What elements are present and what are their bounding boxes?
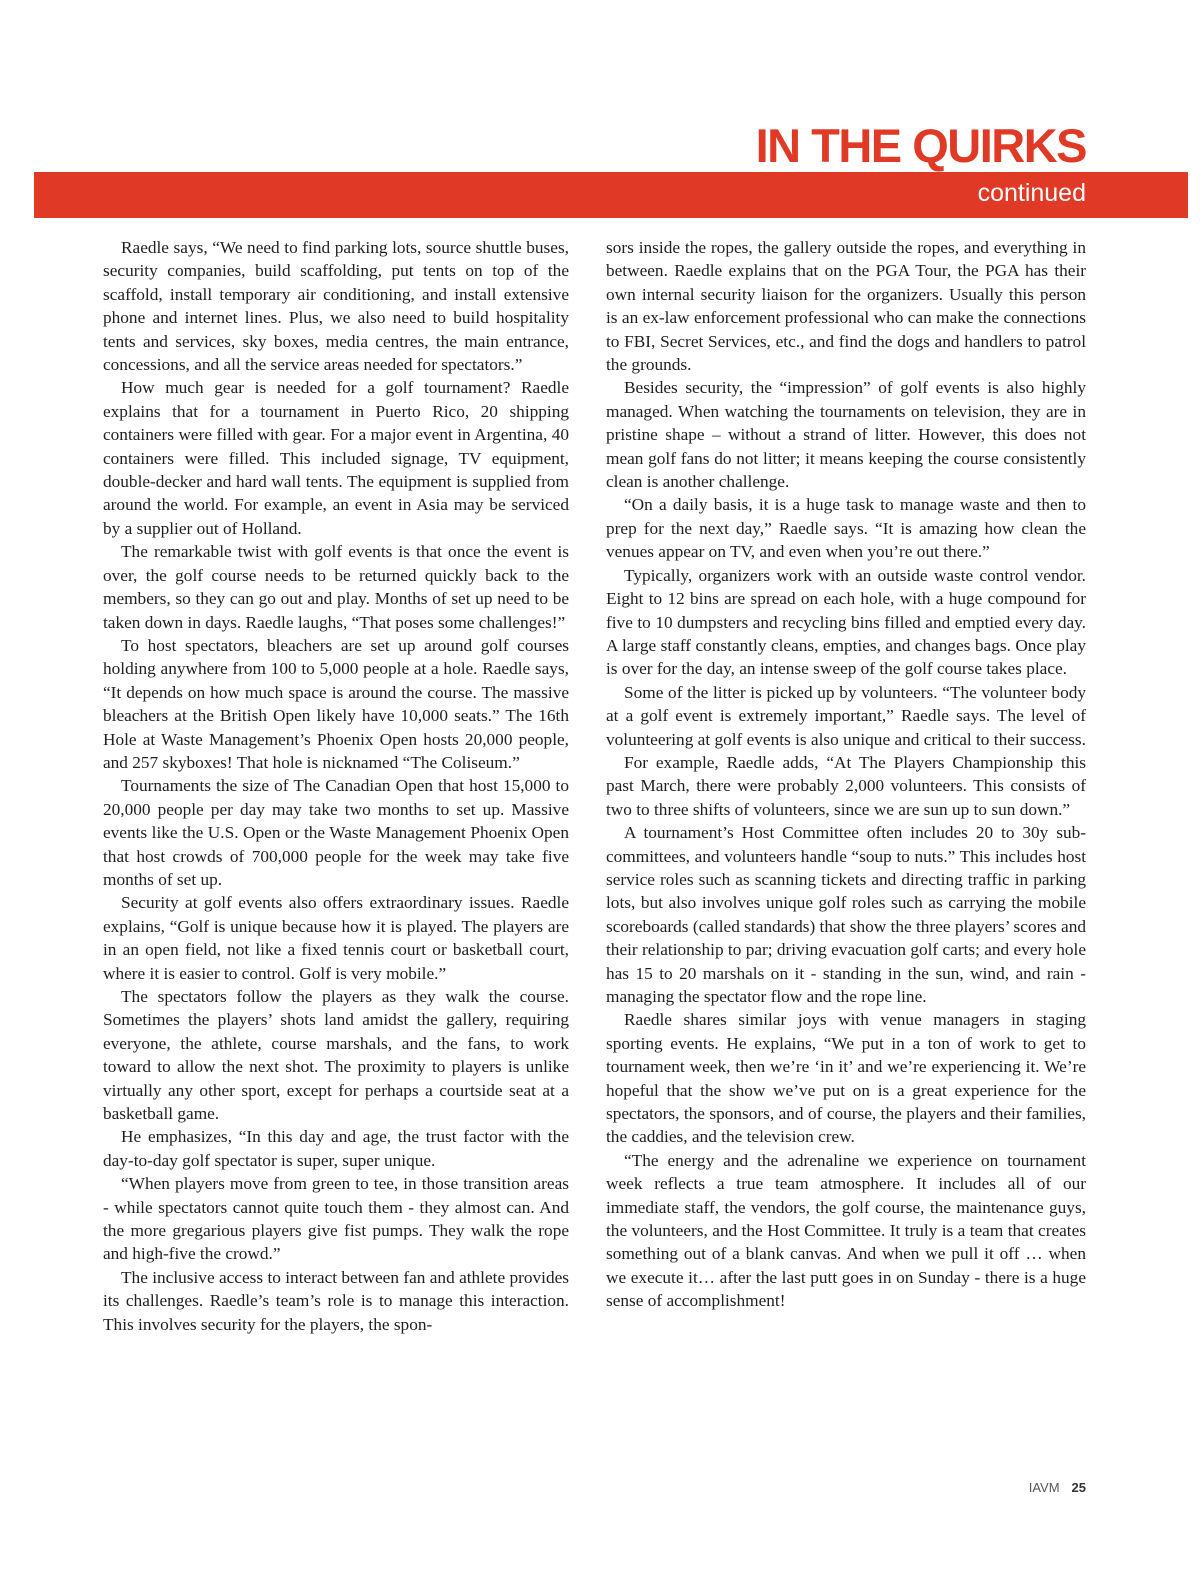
paragraph: The spectators follow the players as they walk the course. Sometimes the players’ shots land amidst the gallery, requiring everyone, the athlete, course marshals, and the fans, to work toward to allow the next shot. The proximity to players is unlike virtually any other sport, except for perhaps a courtside seat at a basketball game. <box>103 987 569 1124</box>
paragraph: Tournaments the size of The Canadian Open that host 15,000 to 20,000 people per day may take two months to set up. Massive events like the U.S. Open or the Waste Management Phoenix Open that host crowds of 700,000 people for the week may take five months of set up. <box>103 776 569 889</box>
paragraph: To host spectators, bleachers are set up around golf courses holding anywhere from 100 to 5,000 people at a hole. Raedle says, “It depends on how much space is around the course. The massive bleachers at the British Open likely have 10,000 seats.” The 16th Hole at Waste Management’s Phoenix Open hosts 20,000 people, and 257 skyboxes! That hole is nicknamed “The Coliseum.” <box>103 635 569 772</box>
paragraph: He emphasizes, “In this day and age, the trust factor with the day-to-day golf spectator is super, super unique. <box>103 1127 569 1170</box>
paragraph: Besides security, the “impression” of golf events is also highly managed. When watching the tournaments on television, they are in pristine shape – without a strand of litter. However, this does not mean golf fans do not litter; it means keeping the course consistently clean is another challenge. <box>606 378 1086 492</box>
left-column <box>103 236 569 1336</box>
paragraph: Raedle shares similar joys with venue managers in staging sporting events. He explains, “We put in a ton of work to get to tournament week, then we’re ‘in it’ and we’re experiencing it. We’re hopeful that the show we’ve put on is a great experience for the spectators, the sponsors, and of course, the players and their families, the caddies, and the television crew. <box>606 1010 1086 1147</box>
paragraph: “On a daily basis, it is a huge task to manage waste and then to prep for the next day,” Raedle says. “It is amazing how clean the venues appear on TV, and even when you’re out there.” <box>606 495 1086 562</box>
paragraph: “When players move from green to tee, in those transition areas - while spectators cannot quite touch them - they almost can. And the more gregarious players give fist pumps. They walk the rope and high-five the crowd.” <box>103 1174 569 1264</box>
section-title: IN THE QUIRKS <box>755 119 1086 172</box>
paragraph: A tournament’s Host Committee often includes 20 to 30y sub-committees, and volunteers handle “soup to nuts.” This includes host service roles such as scanning tickets and directing traffic in parking lots, but also involves unique golf roles such as carrying the mobile scoreboards (called standards) that show the three players’ scores and their relationship to par; driving evacuation golf carts; and every hole has 15 to 20 marshals on it - standing in the sun, wind, and rain - managing the spectator flow and the rope line. <box>606 823 1087 1006</box>
paragraph: The remarkable twist with golf events is that once the event is over, the golf course needs to be returned quickly back to the members, so they can go out and play. Months of set up need to be taken down in days. Raedle laughs, “That poses some challenges!” <box>103 542 569 632</box>
paragraph: Security at golf events also offers extraordinary issues. Raedle explains, “Golf is unique because how it is played. The players are in an open field, not like a fixed tennis court or basketball court, where it is easier to control. Golf is very mobile.” <box>103 893 569 983</box>
paragraph: The inclusive access to interact between fan and athlete provides its challenges. Raedle’s team’s role is to manage this interaction. This involves security for the players, the spon- <box>103 1267 569 1334</box>
paragraph: Some of the litter is picked up by volunteers. “The volunteer body at a golf event is extremely important,” Raedle says. The level of volunteering at golf events is also unique and critical to their success. <box>606 682 1086 749</box>
publication-name: IAVM <box>1028 1480 1060 1495</box>
paragraph: For example, Raedle adds, “At The Players Championship this past March, there were probably 2,000 volunteers. This consists of two to three shifts of volunteers, since we are sun up to sun down.” <box>606 752 1086 819</box>
paragraph: Typically, organizers work with an outside waste control vendor. Eight to 12 bins are spread on each hole, with a huge compound for five to 10 dumpsters and recycling bins filled and emptied every day. A large staff constantly cleans, empties, and changes bags. Once play is over for the day, an intense sweep of the golf course takes place. <box>606 565 1086 679</box>
continued-paragraph: sors inside the ropes, the gallery outside the ropes, and everything in between. Raedle explains that on the PGA Tour, the PGA has their own internal security liaison for the organizers. Usually this person is an ex-law enforcement professional who can make the connections to FBI, Secret Services, etc., and find the dogs and handlers to patrol the grounds. <box>606 238 1086 375</box>
section-subtitle: continued <box>977 179 1086 207</box>
paragraph: How much gear is needed for a golf tournament? Raedle explains that for a tournament in Puerto Rico, 20 shipping containers were filled with gear. For a major event in Argentina, 40 containers were filled. This included signage, TV equipment, double-decker and hard wall tents. The equipment is supplied from around the world. For example, an event in Asia may be serviced by a supplier out of Holland. <box>103 378 569 538</box>
paragraph: Raedle says, “We need to find parking lots, source shuttle buses, security companies, build scaffolding, put tents on top of the scaffold, install temporary air conditioning, and install extensive phone and internet lines. Plus, we also need to build hospitality tents and services, sky boxes, media centres, the main entrance, concessions, and all the service areas needed for spectators.” <box>103 238 569 375</box>
page-number: 25 <box>1071 1480 1086 1495</box>
paragraph: “The energy and the adrenaline we experience on tournament week reflects a true team atmosphere. It includes all of our immediate staff, the vendors, the golf course, the maintenance guys, the volunteers, and the Host Committee. It truly is a team that creates something out of a blank canvas. And when we pull it off … when we execute it… after the last putt goes in on Sunday - there is a huge sense of accomplishment! <box>606 1150 1086 1311</box>
right-column <box>606 236 1086 1313</box>
page-footer <box>1029 1480 1086 1495</box>
